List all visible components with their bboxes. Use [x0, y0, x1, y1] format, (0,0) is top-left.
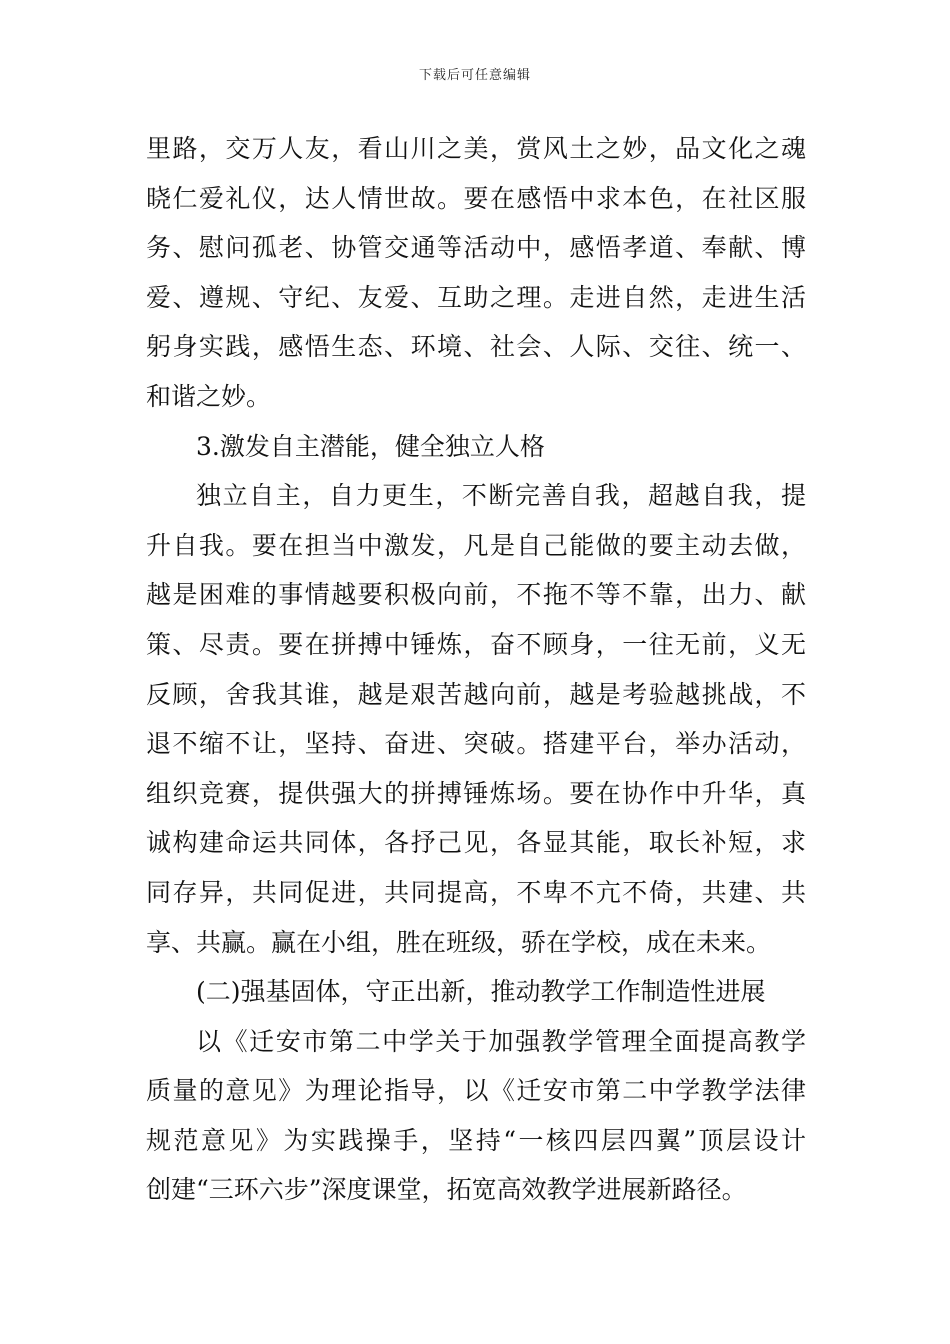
text-line: 越是困难的事情越要积极向前，不拖不等不靠，出力、献: [146, 580, 806, 610]
text-line: 创建“三环六步”深度课堂，拓宽高效教学进展新路径。: [146, 1175, 747, 1205]
text-line: 规范意见》为实践操手，坚持“一核四层四翼”顶层设计: [146, 1125, 806, 1155]
text-line: 以《迁安市第二中学关于加强教学管理全面提高教学: [196, 1026, 806, 1056]
text-line: 务、慰问孤老、协管交通等活动中，感悟孝道、奉献、博: [146, 233, 806, 263]
text-line: 和谐之妙。: [146, 381, 272, 411]
text-line: 享、共赢。赢在小组，胜在班级，骄在学校，成在未来。: [146, 927, 772, 957]
body-text: [146, 124, 806, 1215]
text-line: 质量的意见》为理论指导，以《迁安市第二中学教学法律: [146, 1076, 806, 1106]
page-header: 下载后可任意编辑: [418, 68, 531, 83]
text-line: 组织竞赛，提供强大的拼搏锤炼场。要在协作中升华，真: [146, 778, 806, 808]
text-line: 晓仁爱礼仪，达人情世故。要在感悟中求本色，在社区服: [146, 183, 806, 213]
text-line: 升自我。要在担当中激发，凡是自己能做的要主动去做，: [146, 530, 806, 560]
text-line: 3.激发自主潜能，健全独立人格: [196, 431, 545, 461]
text-line: 里路，交万人友，看山川之美，赏风土之妙，品文化之魂: [146, 134, 806, 163]
text-line: 独立自主，自力更生，不断完善自我，超越自我，提: [196, 481, 806, 511]
text-line: 躬身实践，感悟生态、环境、社会、人际、交往、统一、: [146, 332, 806, 362]
text-line: 诚构建命运共同体，各抒己见，各显其能，取长补短，求: [146, 828, 806, 858]
text-line: 策、尽责。要在拼搏中锤炼，奋不顾身，一往无前，义无: [146, 629, 806, 659]
text-line: (二)强基固体，守正出新，推动教学工作制造性进展: [196, 977, 766, 1007]
text-line: 同存异，共同促进，共同提高，不卑不亢不倚，共建、共: [146, 877, 806, 907]
text-line: 退不缩不让，坚持、奋进、突破。搭建平台，举办活动，: [146, 729, 806, 759]
text-line: 反顾，舍我其谁，越是艰苦越向前，越是考验越挑战，不: [146, 679, 806, 709]
text-line: 爱、遵规、守纪、友爱、互助之理。走进自然，走进生活: [146, 282, 806, 312]
